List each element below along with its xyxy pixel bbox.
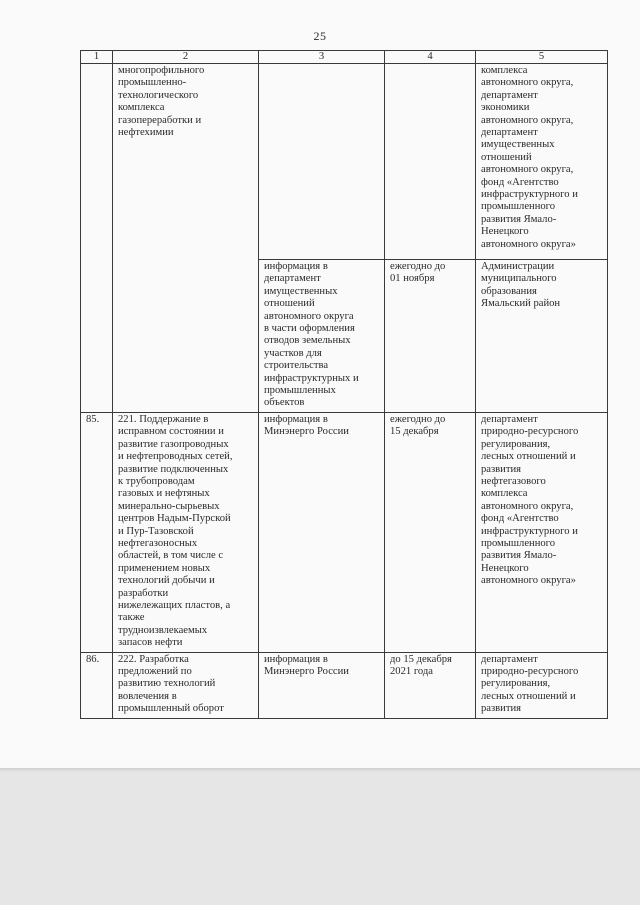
measure-cell: 221. Поддержание в исправном состоянии и развитие газопроводных и нефтепроводных сетей, развитие подключенных к трубопроводам газовых и нефтяных минерально-сырьевых центров Надым-Пурской и Пур-Тазовской нефтегазоносных областей, в том числе с применением новых технологий добычи и разработки нижележащих пластов, а также трудноизвлекаемых запасов нефти — [113, 412, 259, 652]
measures-table — [80, 50, 608, 719]
deadline-cell: ежегодно до 15 декабря — [385, 412, 476, 652]
responsible-cell: Администрации муниципального образования Ямальский район — [476, 260, 608, 413]
measure-cell: многопрофильного промышленно- технологического комплекса газопереработки и нефтехимии — [113, 64, 259, 413]
column-header: 4 — [385, 51, 476, 64]
responsible-cell: департамент природно-ресурсного регулирования, лесных отношений и развития — [476, 652, 608, 718]
responsible-cell: комплекса автономного округа, департамент экономики автономного округа, департамент имущественных отношений автономного округа, фонд «Агентство инфраструктурного и промышленного развития Ямало- Ненецкого автономного округа» — [476, 64, 608, 260]
column-header: 3 — [259, 51, 385, 64]
report-form-cell: информация в Минэнерго России — [259, 412, 385, 652]
report-form-cell: информация в департамент имущественных отношений автономного округа в части оформления отводов земельных участков для строительства инфраструктурных и промышленных объектов — [259, 260, 385, 413]
deadline-cell: до 15 декабря 2021 года — [385, 652, 476, 718]
column-header: 2 — [113, 51, 259, 64]
scan-page-edge — [0, 768, 640, 772]
row-number-cell — [81, 64, 113, 413]
measure-cell: 222. Разработка предложений по развитию технологий вовлечения в промышленный оборот — [113, 652, 259, 718]
deadline-cell: ежегодно до 01 ноября — [385, 260, 476, 413]
table-row — [81, 652, 608, 718]
row-number-cell: 86. — [81, 652, 113, 718]
report-form-cell: информация в Минэнерго России — [259, 652, 385, 718]
page-number: 25 — [313, 29, 327, 43]
column-header: 1 — [81, 51, 113, 64]
responsible-cell: департамент природно-ресурсного регулирования, лесных отношений и развития нефтегазового комплекса автономного округа, фонд «Агентство инфраструктурного и промышленного развития Ямало- Ненецкого автономного округа» — [476, 412, 608, 652]
column-header: 5 — [476, 51, 608, 64]
deadline-cell — [385, 64, 476, 260]
report-form-cell — [259, 64, 385, 260]
table-header-row — [81, 51, 608, 64]
table-row — [81, 412, 608, 652]
table-row — [81, 64, 608, 260]
row-number-cell: 85. — [81, 412, 113, 652]
